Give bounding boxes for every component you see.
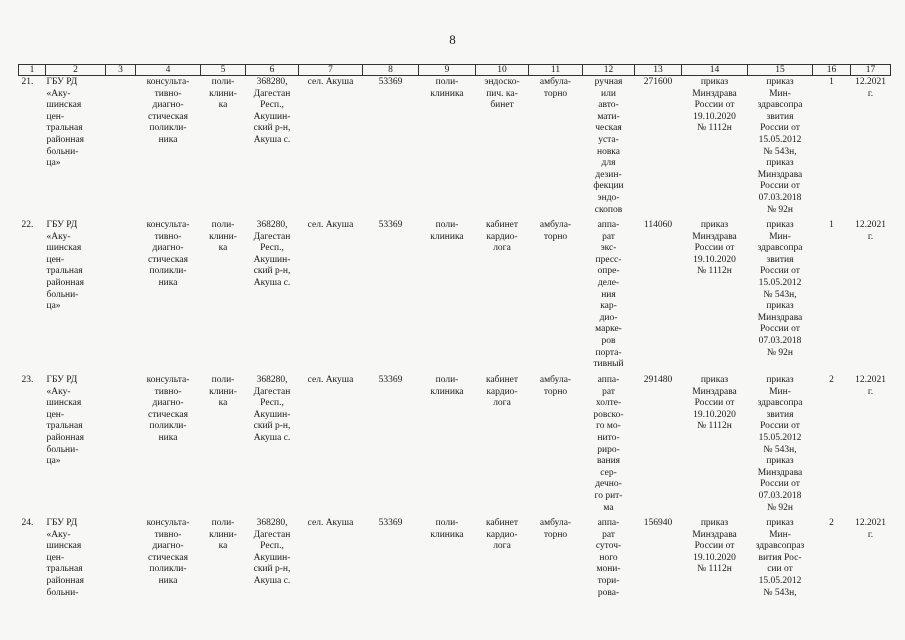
order-cell: приказ Минздрава России от 19.10.2020 № 1112н (692, 518, 737, 575)
column-header: 5 (201, 65, 246, 76)
standard-cell: приказ Мин- здравсопра звития России от 15.05.2012 № 543н, приказ Минздрава России от 07.03.2018 № 92н (757, 220, 803, 358)
code-cell: 53369 (378, 220, 403, 230)
empty-cell (106, 219, 136, 374)
locality-cell: сел. Акуша (307, 375, 354, 385)
locality-cell: сел. Акуша (307, 77, 354, 87)
column-header: 10 (476, 65, 529, 76)
date-cell: 12.2021 г. (855, 375, 886, 397)
locality-cell: сел. Акуша (307, 220, 354, 230)
type-cell: поли- клини- ка (209, 220, 237, 254)
locality-cell: сел. Акуша (307, 518, 354, 528)
care-mode-cell: амбула- торно (539, 518, 572, 540)
date-cell: 12.2021 г. (855, 220, 886, 242)
quantity-cell: 2 (829, 518, 834, 528)
column-header: 17 (851, 65, 891, 76)
empty-cell (106, 374, 136, 517)
equipment-cell: аппа- рат холте- ровско- го мо- нито- риро- вания сер- дечно- го рит- ма (593, 375, 624, 513)
column-header: 9 (419, 65, 476, 76)
address-cell: 368280, Дагестан Респ., Акушин- ский р-н, Акуша с. (253, 375, 291, 443)
standard-cell: приказ Мин- здравсопра звития России от 15.05.2012 № 543н, приказ Минздрава России от 07.03.2018 № 92н (757, 375, 803, 513)
order-cell: приказ Минздрава России от 19.10.2020 № 1112н (692, 375, 737, 432)
type-cell: поли- клини- ка (209, 77, 237, 111)
standard-cell: приказ Мин- здравсопра звития России от 15.05.2012 № 543н, приказ Минздрава России от 07.03.2018 № 92н (757, 77, 803, 215)
equipment-code-cell: 114060 (643, 220, 673, 230)
equipment-cell: ручная или авто- мати- ческая уста- новка для дезин- фекции эндо- скопов (593, 77, 624, 215)
unit-cell: консульта- тивно- диагно- стическая поликли- ника (146, 518, 190, 586)
department-cell: поли- клиника (430, 518, 464, 540)
row-number: 22. (21, 220, 34, 230)
table-row (19, 374, 891, 517)
quantity-cell: 1 (829, 77, 834, 87)
unit-cell: консульта- тивно- диагно- стическая поликли- ника (146, 375, 190, 443)
organization-cell: ГБУ РД «Аку- шинская цен- тральная районная больни- ца» (46, 220, 85, 312)
code-cell: 53369 (378, 77, 403, 87)
page-number: 8 (449, 32, 456, 47)
row-number: 24. (21, 518, 34, 528)
quantity-cell: 2 (829, 375, 834, 385)
table-row (19, 76, 891, 220)
equipment-code-cell: 291480 (643, 375, 673, 385)
column-header: 3 (106, 65, 136, 76)
care-mode-cell: амбула- торно (539, 77, 572, 99)
room-cell: кабинет кардио- лога (485, 518, 519, 552)
address-cell: 368280, Дагестан Респ., Акушин- ский р-н, Акуша с. (253, 77, 291, 145)
column-header: 11 (529, 65, 583, 76)
table-row (19, 517, 891, 610)
column-header: 2 (46, 65, 106, 76)
order-cell: приказ Минздрава России от 19.10.2020 № 1112н (692, 77, 737, 134)
organization-cell: ГБУ РД «Аку- шинская цен- тральная районная больни- ца» (46, 375, 85, 467)
department-cell: поли- клиника (430, 375, 464, 397)
column-header: 12 (583, 65, 635, 76)
organization-cell: ГБУ РД «Аку- шинская цен- тральная районная больни- ца» (46, 77, 85, 169)
row-number: 23. (21, 375, 34, 385)
date-cell: 12.2021 г. (855, 77, 886, 99)
column-header: 8 (363, 65, 419, 76)
department-cell: поли- клиника (430, 220, 464, 242)
type-cell: поли- клини- ка (209, 518, 237, 552)
equipment-code-cell: 156940 (643, 518, 673, 528)
table-row (19, 219, 891, 374)
order-cell: приказ Минздрава России от 19.10.2020 № 1112н (692, 220, 737, 277)
address-cell: 368280, Дагестан Респ., Акушин- ский р-н, Акуша с. (253, 220, 291, 288)
column-header: 6 (246, 65, 299, 76)
equipment-cell: аппа- рат экс- пресс- опре- деле- ния кар- дио- марке- ров порта- тивный (593, 220, 624, 370)
standard-cell: приказ Мин- здравсопраз вития Рос- сии от 15.05.2012 № 543н, (755, 518, 805, 598)
department-cell: поли- клиника (430, 77, 464, 99)
date-cell: 12.2021 г. (855, 518, 886, 540)
quantity-cell: 1 (829, 220, 834, 230)
column-header: 13 (635, 65, 682, 76)
column-header: 16 (813, 65, 851, 76)
equipment-cell: аппа- рат суточ- ного мони- тори- рова- (595, 518, 622, 598)
column-header: 1 (19, 65, 46, 76)
organization-cell: ГБУ РД «Аку- шинская цен- тральная районная больни- (46, 518, 85, 598)
empty-cell (106, 517, 136, 610)
column-header: 14 (682, 65, 748, 76)
unit-cell: консульта- тивно- диагно- стическая поликли- ника (146, 220, 190, 288)
room-cell: эндоско- пич. ка- бинет (484, 77, 520, 111)
equipment-table (18, 64, 891, 610)
care-mode-cell: амбула- торно (539, 220, 572, 242)
column-header: 15 (748, 65, 813, 76)
code-cell: 53369 (378, 375, 403, 385)
equipment-code-cell: 271600 (643, 77, 673, 87)
care-mode-cell: амбула- торно (539, 375, 572, 397)
code-cell: 53369 (378, 518, 403, 528)
column-header: 4 (136, 65, 201, 76)
column-number-row (19, 65, 891, 76)
column-header: 7 (299, 65, 363, 76)
empty-cell (106, 76, 136, 220)
unit-cell: консульта- тивно- диагно- стическая поликли- ника (146, 77, 190, 145)
row-number: 21. (21, 77, 34, 87)
room-cell: кабинет кардио- лога (485, 220, 519, 254)
type-cell: поли- клини- ка (209, 375, 237, 409)
address-cell: 368280, Дагестан Респ., Акушин- ский р-н, Акуша с. (253, 518, 291, 586)
room-cell: кабинет кардио- лога (485, 375, 519, 409)
